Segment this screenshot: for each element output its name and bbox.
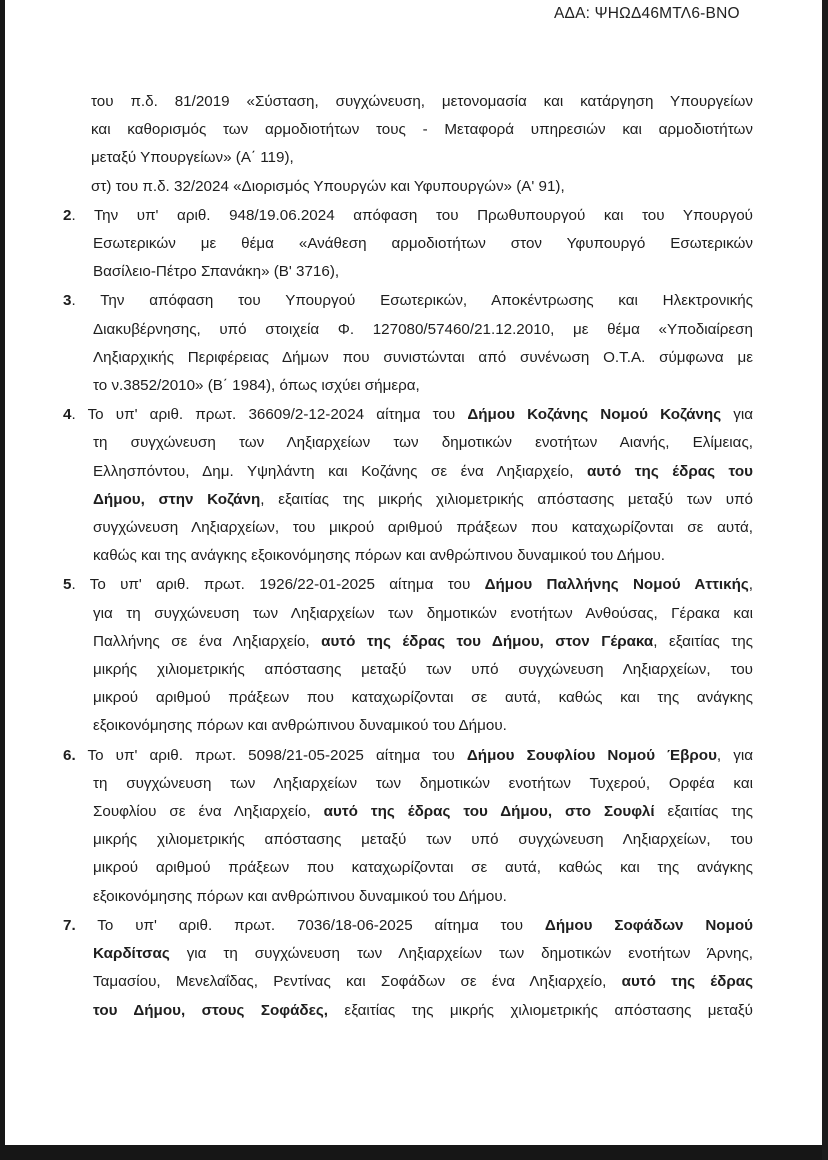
text-line: 2. Την υπ' αριθ. 948/19.06.2024 απόφαση του Πρωθυπουργού και του Υπουργού [63, 206, 753, 224]
text-line: Σουφλίου σε ένα Ληξιαρχείο, αυτό της έδρας του Δήμου, στο Σουφλί εξαιτίας της [93, 803, 754, 821]
text-line: μικρού αριθμού πράξεων που καταχωρίζονται σε αυτά, καθώς και της ανάγκης [93, 689, 753, 707]
text-line: 7. Το υπ' αριθ. πρωτ. 7036/18-06-2025 αίτημα του Δήμου Σοφάδων Νομού [63, 916, 753, 934]
text-line: Δήμου, στην Κοζάνη, εξαιτίας της μικρής χιλιομετρικής απόστασης μεταξύ των υπό [93, 490, 753, 508]
text-line: μικρής χιλιομετρικής απόστασης μεταξύ των υπό συγχώνευση Ληξιαρχείων, του [93, 661, 753, 679]
list-item-7 [63, 912, 753, 1025]
item-number: 5 [63, 576, 72, 594]
bold-municipality: Δήμου Παλλήνης Νομού Αττικής [484, 576, 749, 594]
item-number: 7. [63, 916, 76, 934]
text-line: Ταμασίου, Μενελαΐδας, Ρεντίνας και Σοφάδων σε ένα Ληξιαρχείο, αυτό της έδρας [93, 973, 753, 991]
text-line: και καθορισμός των αρμοδιοτήτων τους - Μεταφορά υπηρεσιών και αρμοδιοτήτων [91, 121, 753, 139]
document-body [63, 88, 754, 1025]
item-number: 3 [63, 292, 72, 310]
window-frame-edge [822, 0, 828, 1160]
text-line: συγχώνευση Ληξιαρχείων, του μικρού αριθμού πράξεων που καταχωρίζονται σε αυτά, [93, 519, 753, 537]
item-number: 4 [63, 406, 72, 424]
text-line: Εσωτερικών με θέμα «Ανάθεση αρμοδιοτήτων στον Υφυπουργό Εσωτερικών [93, 235, 753, 253]
list-item-4 [63, 401, 753, 570]
list-item-6 [63, 742, 753, 911]
text-line: εξοικονόμησης πόρων και ανθρώπινου δυναμικού του Δήμου. [93, 717, 507, 735]
text-line: Ελλησπόντου, Δημ. Υψηλάντη και Κοζάνης σε ένα Ληξιαρχείο, αυτό της έδρας του [93, 462, 753, 480]
text-line: Διακυβέρνησης, υπό στοιχεία Φ. 127080/57460/21.12.2010, με θέμα «Υποδιαίρεση [93, 320, 753, 338]
item-number: 2 [63, 206, 72, 224]
text-line: για τη συγχώνευση των Ληξιαρχείων των δημοτικών ενοτήτων Ανθούσας, Γέρακα και [93, 604, 753, 622]
text-line: Ληξιαρχικής Περιφέρειας Δήμων που συνιστώνται από συνένωση Ο.Τ.Α. σύμφωνα με [93, 348, 753, 366]
intro-paragraph [91, 88, 753, 201]
text-line: μικρής χιλιομετρικής απόστασης μεταξύ των υπό συγχώνευση Ληξιαρχείων, του [93, 831, 753, 849]
text-line: 5. Το υπ' αριθ. πρωτ. 1926/22-01-2025 αίτημα του Δήμου Παλλήνης Νομού Αττικής, [63, 576, 753, 594]
text-line: 6. Το υπ' αριθ. πρωτ. 5098/21-05-2025 αίτημα του Δήμου Σουφλίου Νομού Έβρου, για [63, 746, 754, 764]
text-line: τη συγχώνευση των Ληξιαρχείων των δημοτικών ενοτήτων Τυχερού, Ορφέα και [93, 774, 753, 792]
bold-municipality: Δήμου Σουφλίου Νομού Έβρου [466, 746, 717, 764]
bold-municipality: Δήμου Σοφάδων Νομού [544, 916, 753, 934]
text-line: Καρδίτσας για τη συγχώνευση των Ληξιαρχείων των δημοτικών ενοτήτων Άρνης, [93, 945, 753, 963]
text-line: μεταξύ Υπουργείων» (Α΄ 119), [91, 149, 294, 167]
text-line: εξοικονόμησης πόρων και ανθρώπινου δυναμικού του Δήμου. [93, 887, 507, 905]
list-item-5 [63, 571, 753, 740]
item-number: 6. [63, 746, 76, 764]
text-line: του Δήμου, στους Σοφάδες, εξαιτίας της μικρής χιλιομετρικής απόστασης μεταξύ [93, 1001, 753, 1019]
list-item-3 [63, 287, 753, 400]
text-line: του π.δ. 81/2019 «Σύσταση, συγχώνευση, μετονομασία και κατάργηση Υπουργείων [91, 93, 753, 110]
text-line: τη συγχώνευση των Ληξιαρχείων των δημοτικών ενοτήτων Αιανής, Ελίμειας, [93, 434, 753, 452]
text-line: Βασίλειο-Πέτρο Σπανάκη» (Β' 3716), [93, 263, 340, 281]
document-page [5, 0, 822, 1145]
text-line: Παλλήνης σε ένα Ληξιαρχείο, αυτό της έδρας του Δήμου, στον Γέρακα, εξαιτίας της [93, 632, 754, 650]
text-line: το ν.3852/2010» (Β΄ 1984), όπως ισχύει σήμερα, [93, 377, 420, 395]
text-line: μικρού αριθμού πράξεων που καταχωρίζονται σε αυτά, καθώς και της ανάγκης [93, 859, 753, 877]
text-line: 3. Την απόφαση του Υπουργού Εσωτερικών, Αποκέντρωσης και Ηλεκτρονικής [63, 292, 754, 310]
list-item-2 [63, 202, 753, 287]
bold-municipality: Δήμου Κοζάνης Νομού Κοζάνης [467, 406, 722, 424]
text-line: καθώς και της ανάγκης εξοικονόμησης πόρων και ανθρώπινου δυναμικού του Δήμου. [93, 547, 665, 565]
ada-identifier: ΑΔΑ: ΨΗΩΔ46ΜΤΛ6-ΒΝΟ [554, 5, 740, 22]
text-line: στ) του π.δ. 32/2024 «Διορισμός Υπουργών και Υφυπουργών» (Α' 91), [91, 177, 565, 195]
text-line: 4. Το υπ' αριθ. πρωτ. 36609/2-12-2024 αίτημα του Δήμου Κοζάνης Νομού Κοζάνης για [63, 406, 754, 424]
